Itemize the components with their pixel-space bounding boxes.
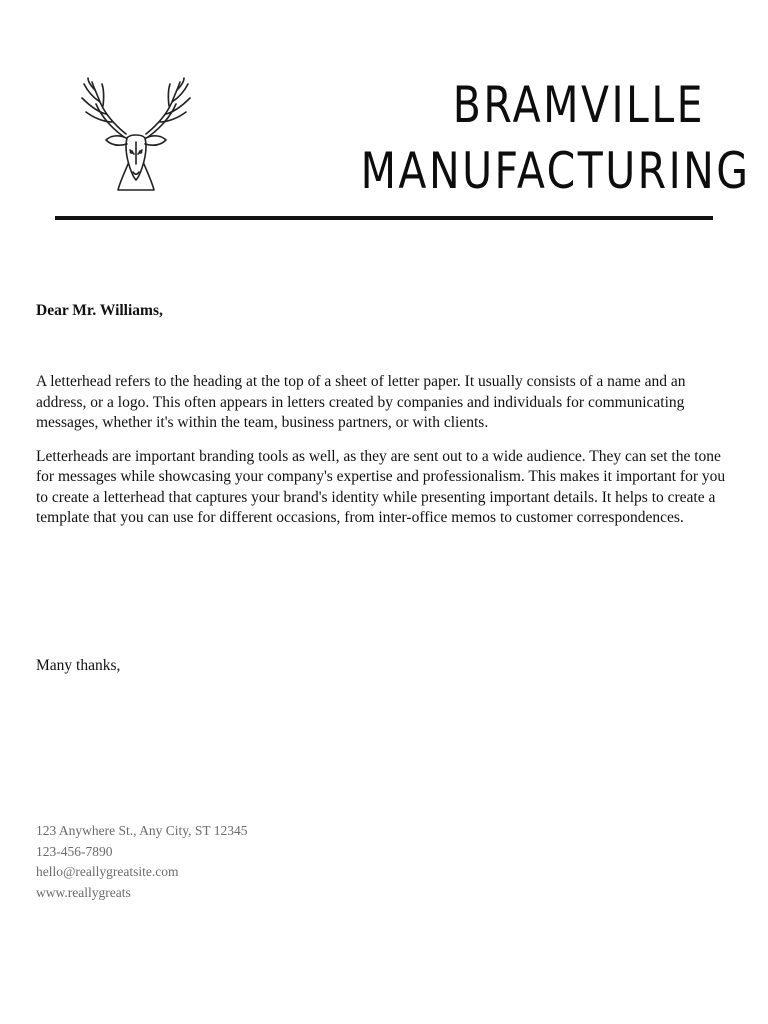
- contact-website: www.reallygreats: [36, 884, 131, 900]
- body-paragraph: A letterhead refers to the heading at the top of a sheet of letter paper. It usually consists of a name and an address, or a logo. This often appears in letters created by companies and individuals for communicating messages, whether it's within the team, business partners, or with clients.: [36, 373, 686, 431]
- company-name-line1: BRAMVILLE: [452, 76, 705, 134]
- closing: Many thanks,: [36, 657, 121, 674]
- company-name-line2: MANUFACTURING: [360, 142, 751, 200]
- contact-block: [36, 821, 248, 903]
- deer-head-icon: [70, 76, 202, 196]
- company-name: [360, 72, 751, 204]
- body-paragraph: Letterheads are important branding tools as well, as they are sent out to a wide audience. They can set the tone for messages while showcasing your company's expertise and professionalism. This makes it important for you to create a letterhead that captures your brand's identity while presenting important details. It helps to create a template that you can use for different occasions, from inter-office memos to customer correspondences.: [36, 447, 726, 526]
- contact-email: hello@reallygreatsite.com: [36, 864, 179, 879]
- header-divider: [55, 216, 713, 220]
- contact-address: 123 Anywhere St., Any City, ST 12345: [36, 823, 248, 838]
- salutation: Dear Mr. Williams,: [36, 302, 163, 319]
- contact-phone: 123-456-7890: [36, 843, 113, 859]
- letter-body: [36, 372, 726, 542]
